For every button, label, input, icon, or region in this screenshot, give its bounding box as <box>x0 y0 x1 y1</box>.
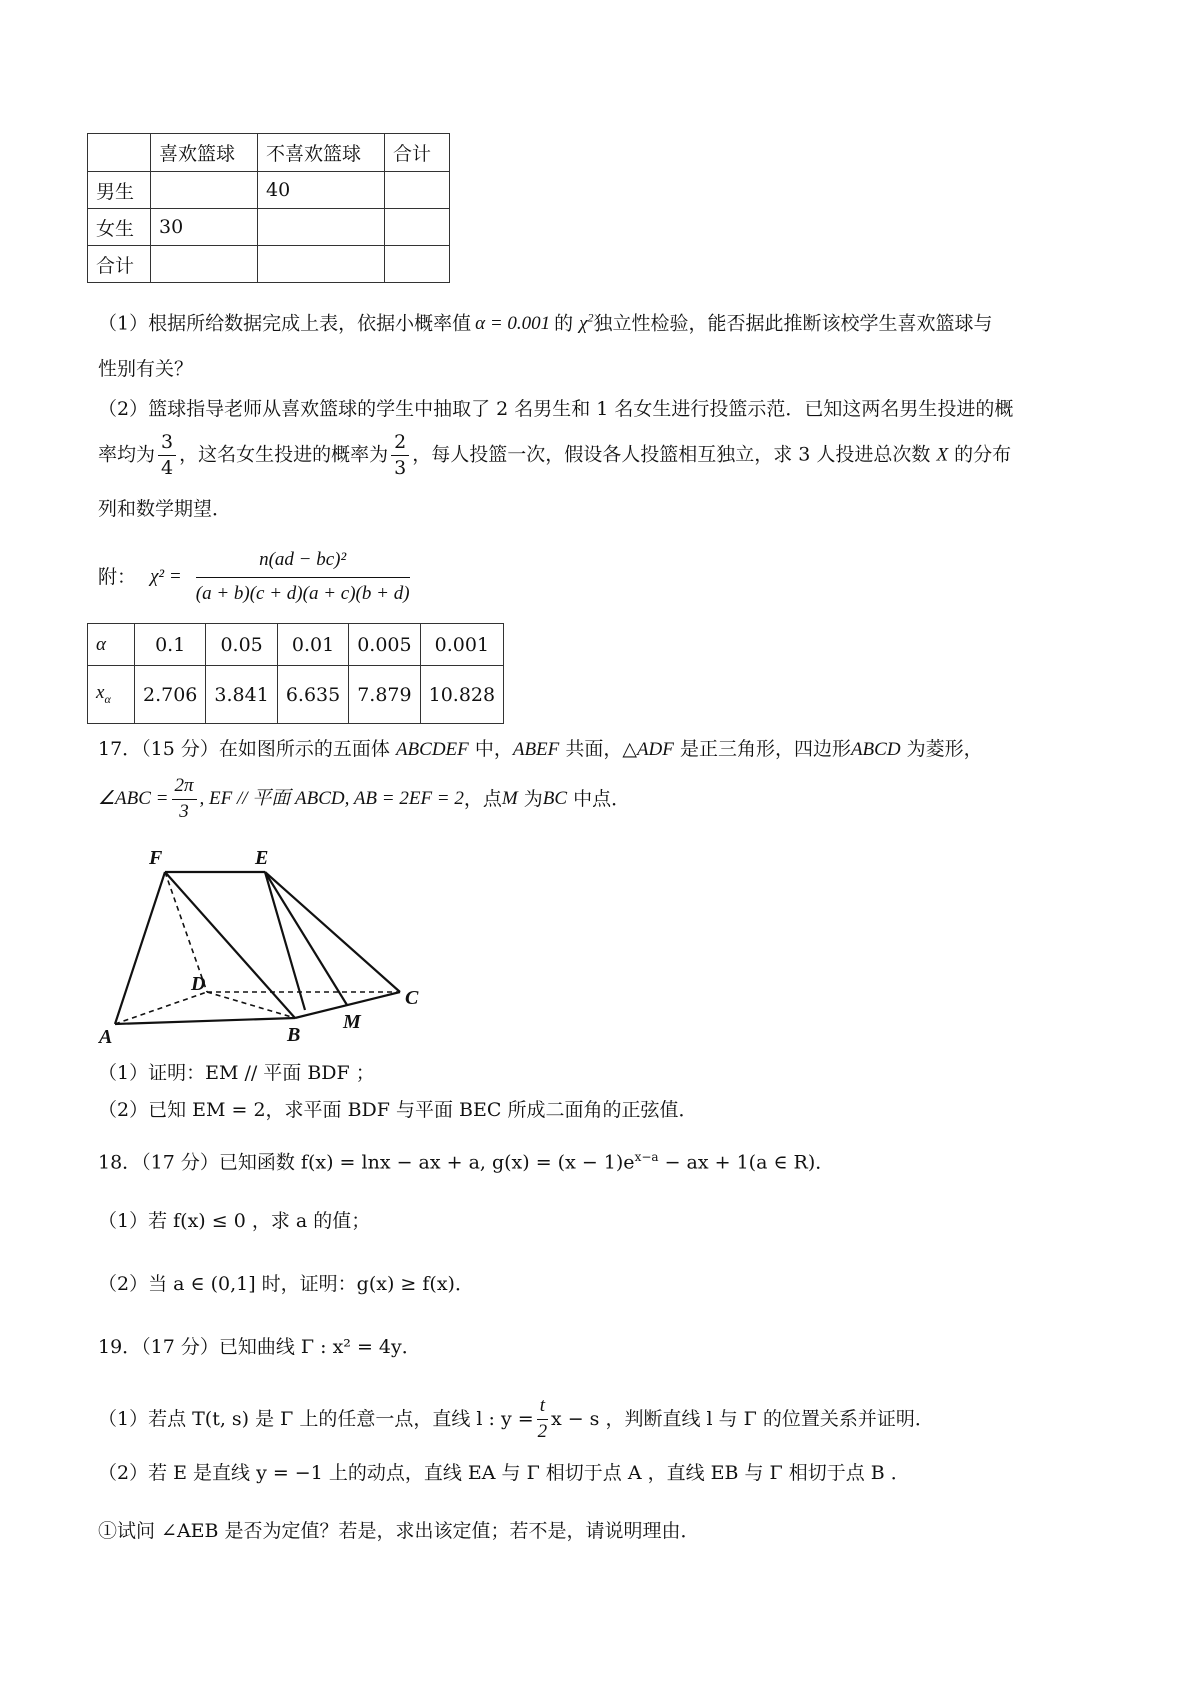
edge-em <box>265 872 347 1005</box>
x-alpha-label: $x_\alpha$ <box>88 666 135 724</box>
table-cell: 2.706 <box>135 666 206 724</box>
edge-db <box>207 992 295 1018</box>
table-cell: 0.01 <box>277 624 348 666</box>
vertex-label-a: A <box>99 1026 113 1048</box>
table-cell: 0.05 <box>206 624 277 666</box>
q19-sub1: （1）若点 T(t, s) 是 Γ 上的任意一点，直线 l : y = $\frac{t}{2}$ x − s ，判断直线 l 与 Γ 的位置关系并证明． <box>98 1395 934 1442</box>
table-cell: 7.879 <box>349 666 420 724</box>
fraction: $\frac{3}{4}$ <box>158 432 176 479</box>
q17-line2: ∠ABC = $\frac{2\pi}{3}$ , EF // 平面 ABCD, AB = 2EF = 2，点M 为BC 中点． <box>98 775 631 822</box>
vertex-label-e: E <box>255 847 269 869</box>
edge-ec <box>265 872 400 992</box>
q16-part2-line2: 率均为 $\frac{3}{4}$ ，这名女生投进的概率为 $\frac{2}{3}$ ，每人投篮一次，假设各人投篮相互独立，求 3 人投进总次数 X 的分布 <box>98 431 1012 479</box>
table-cell: 0.005 <box>349 624 420 666</box>
q19-sub3: ①试问 ∠AEB 是否为定值？若是，求出该定值；若不是，请说明理由． <box>98 1520 700 1542</box>
edge-fa <box>115 872 165 1024</box>
fraction: $\frac{t}{2}$ <box>537 1395 548 1442</box>
table-cell: 10.828 <box>420 666 503 724</box>
contingency-table <box>87 133 450 283</box>
edge-ab <box>115 1018 295 1024</box>
q16-part2-line1: （2）篮球指导老师从喜欢篮球的学生中抽取了 2 名男生和 1 名女生进行投篮示范．已知这两名男生投进的概 <box>98 398 1014 420</box>
table-header-cell: 合计 <box>385 134 450 172</box>
table-cell <box>258 246 385 283</box>
q19-line1: 19．（17 分）已知曲线 Γ : x² = 4y． <box>98 1336 421 1358</box>
table-cell: 合计 <box>88 246 151 283</box>
solid-edges <box>115 872 400 1024</box>
vertex-label-c: C <box>405 987 419 1009</box>
edge-eb <box>265 872 305 1010</box>
table-cell: 0.1 <box>135 624 206 666</box>
q16-part1-line1: （1）根据所给数据完成上表，依据小概率值 α = 0.001 的 $\chi^2$独立性检验，能否据此推断该校学生喜欢篮球与 <box>98 311 993 335</box>
q17-line1: 17．（15 分）在如图所示的五面体 ABCDEF 中，ABEF 共面，△ADF 是正三角形，四边形ABCD 为菱形， <box>98 738 983 760</box>
table-header-cell <box>88 134 151 172</box>
fraction: $\frac{2}{3}$ <box>391 432 409 479</box>
table-cell: 30 <box>151 209 258 246</box>
table-cell <box>385 246 450 283</box>
chi-square-formula: $\frac{\text{n(ad − bc)²}}{(a + b)(c + d)(a + c)(b + d)}$ <box>195 549 410 604</box>
edge-ad <box>115 992 207 1024</box>
q17-sub1: （1）证明：EM // 平面 BDF ； <box>98 1062 375 1084</box>
q18-line1: 18．（17 分）已知函数 f(x) = lnx − ax + a, $g(x) = (x - 1)e^{x-a}$ − ax + 1(a ∈ R)． <box>98 1150 835 1174</box>
critical-value-table <box>87 623 504 724</box>
q16-part2-line3: 列和数学期望． <box>98 498 232 520</box>
table-cell <box>258 209 385 246</box>
table-cell: 40 <box>258 172 385 209</box>
appendix-formula: 附： χ² = $\frac{\text{n(ad − bc)²}}{(a + b)(c + d)(a + c)(b + d)}$ <box>98 549 410 604</box>
q16-part1-line2: 性别有关？ <box>98 358 194 380</box>
table-cell: 女生 <box>88 209 151 246</box>
table-cell <box>385 172 450 209</box>
q18-sub1: （1）若 f(x) ≤ 0 ，求 a 的值； <box>98 1210 371 1232</box>
table-cell: 6.635 <box>277 666 348 724</box>
table-cell: 男生 <box>88 172 151 209</box>
table-cell <box>151 246 258 283</box>
q17-sub2: （2）已知 EM = 2，求平面 BDF 与平面 BEC 所成二面角的正弦值． <box>98 1099 698 1121</box>
vertex-label-d: D <box>191 973 206 995</box>
q19-sub2: （2）若 E 是直线 y = −1 上的动点，直线 EA 与 Γ 相切于点 A ，直线 EB 与 Γ 相切于点 B ． <box>98 1462 910 1484</box>
vertex-label-b: B <box>287 1024 301 1046</box>
vertex-label-f: F <box>149 847 163 869</box>
vertex-label-m: M <box>343 1011 361 1033</box>
table-cell <box>385 209 450 246</box>
table-header-cell: 不喜欢篮球 <box>258 134 385 172</box>
table-cell: 0.001 <box>420 624 503 666</box>
table-cell <box>151 172 258 209</box>
pentahedron-figure <box>95 840 435 1050</box>
table-cell: 3.841 <box>206 666 277 724</box>
q18-sub2: （2）当 a ∈ (0,1] 时，证明：g(x) ≥ f(x)． <box>98 1273 474 1295</box>
table-header-cell: 喜欢篮球 <box>151 134 258 172</box>
edge-fb <box>165 872 295 1018</box>
alpha-label: α <box>88 624 135 666</box>
fraction: $\frac{2\pi}{3}$ <box>172 776 197 823</box>
